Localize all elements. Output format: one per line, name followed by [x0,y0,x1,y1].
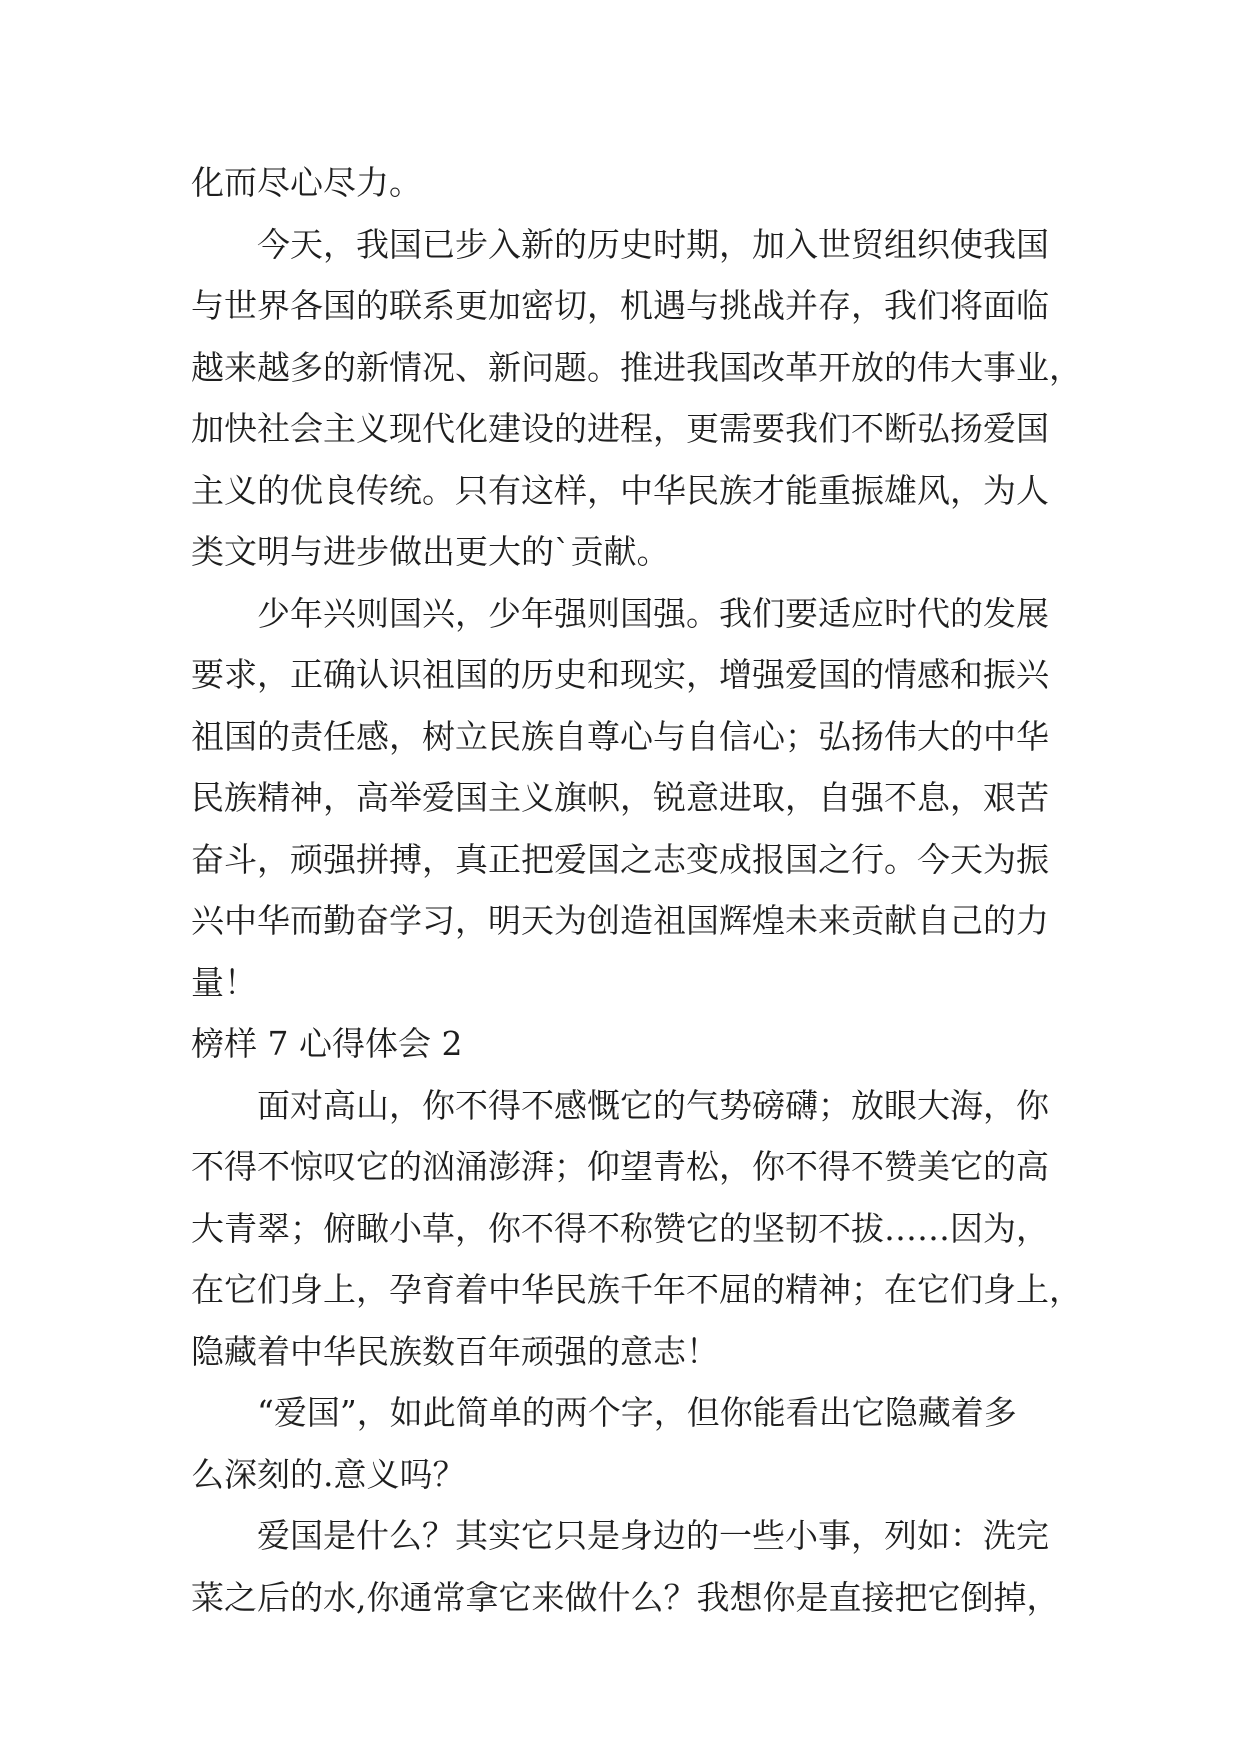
text-line: 兴中华而勤奋学习，明天为创造祖国辉煌未来贡献自己的力 [191,901,1049,940]
text-line: 量！ [191,962,257,1002]
text-line: 不得不惊叹它的汹涌澎湃；仰望青松，你不得不赞美它的高 [191,1147,1049,1186]
text-line: 要求，正确认识祖国的历史和现实，增强爱国的情感和振兴 [191,655,1049,694]
paragraph-start-line: 今天，我国已步入新的历史时期，加入世贸组织使我国 [257,224,1049,264]
text-line: 菜之后的水,你通常拿它来做什么？我想你是直接把它倒掉， [191,1577,1060,1617]
text-line: 与世界各国的联系更加密切，机遇与挑战并存，我们将面临 [191,286,1049,325]
text-line: 越来越多的新情况、新问题。推进我国改革开放的伟大事业， [191,347,1082,387]
text-line: 么深刻的.意义吗？ [191,1454,466,1494]
text-line: 民族精神，高举爱国主义旗帜，锐意进取，自强不息，艰苦 [191,778,1049,817]
text-line: 主义的优良传统。只有这样，中华民族才能重振雄风，为人 [191,470,1049,510]
text-line: 大青翠；俯瞰小草，你不得不称赞它的坚韧不拔……因为， [191,1208,1049,1248]
document-body [191,152,1082,1628]
text-line: 在它们身上，孕育着中华民族千年不屈的精神；在它们身上， [191,1270,1082,1309]
section-heading: 榜样 7 心得体会 2 [191,1024,463,1063]
paragraph-start-line: “爱国”，如此简单的两个字，但你能看出它隐藏着多 [257,1393,1017,1432]
text-line: 隐藏着中华民族数百年顽强的意志！ [191,1331,719,1371]
text-line: 化而尽心尽力。 [191,163,422,202]
text-line: 奋斗，顽强拼搏，真正把爱国之志变成报国之行。今天为振 [191,839,1049,879]
text-line: 类文明与进步做出更大的`贡献。 [191,532,670,571]
text-line: 加快社会主义现代化建设的进程，更需要我们不断弘扬爱国 [191,409,1049,448]
text-line: 祖国的责任感，树立民族自尊心与自信心；弘扬伟大的中华 [191,716,1049,756]
paragraph-start-line: 面对高山，你不得不感慨它的气势磅礴；放眼大海，你 [257,1085,1049,1125]
paragraph-start-line: 少年兴则国兴，少年强则国强。我们要适应时代的发展 [257,593,1049,633]
paragraph-start-line: 爱国是什么？其实它只是身边的一些小事，列如：洗完 [257,1516,1049,1555]
